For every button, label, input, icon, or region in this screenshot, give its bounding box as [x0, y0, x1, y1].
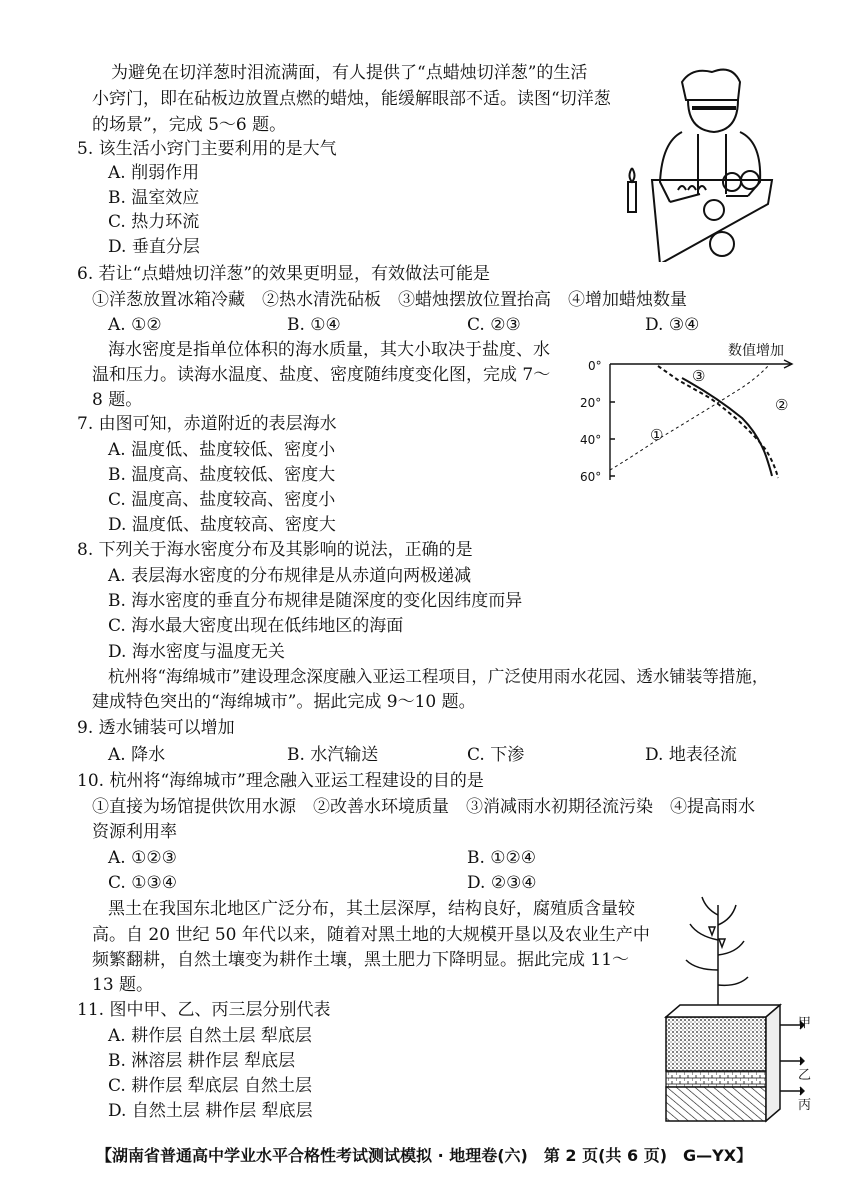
intro-9-10-line2: 建成特色突出的“海绵城市”。据此完成 9～10 题。	[92, 692, 476, 712]
chart-lines	[570, 340, 800, 490]
q8-option-b: B. 海水密度的垂直分布规律是随深度的变化因纬度而异	[108, 591, 523, 611]
intro-11-13-line3: 频繁翻耕，自然土壤变为耕作土壤，黑土肥力下降明显。据此完成 11～	[92, 950, 630, 970]
q8-option-c: C. 海水最大密度出现在低纬地区的海面	[108, 616, 404, 636]
intro-9-10-line1: 杭州将“海绵城市”建设理念深度融入亚运工程项目，广泛使用雨水花园、透水铺装等措施，	[108, 667, 769, 686]
curve-2	[682, 378, 772, 476]
q7-stem: 7. 由图可知，赤道附近的表层海水	[77, 414, 337, 434]
q9-option-d: D. 地表径流	[645, 745, 737, 765]
q8-option-d: D. 海水密度与温度无关	[108, 642, 285, 662]
layer-jia-label: 甲	[798, 1016, 812, 1031]
q5-option-a: A. 削弱作用	[108, 163, 200, 183]
q8-stem: 8. 下列关于海水密度分布及其影响的说法，正确的是	[77, 540, 473, 560]
q9-option-a: A. 降水	[108, 745, 166, 765]
q9-option-b: B. 水汽输送	[287, 745, 379, 765]
q10-option-d: D. ②③④	[467, 873, 537, 893]
chart-top-label: 数值增加	[728, 343, 784, 359]
intro-5-6-line3: 的场景”，完成 5～6 题。	[92, 115, 287, 135]
q5-stem: 5. 该生活小窍门主要利用的是大气	[77, 139, 337, 159]
onion-cutting-illustration	[622, 62, 802, 262]
q11-option-d: D. 自然土层 耕作层 犁底层	[108, 1101, 313, 1121]
intro-7-8-line1: 海水密度是指单位体积的海水质量，其大小取决于盐度、水	[108, 340, 550, 360]
q8-option-a: A. 表层海水密度的分布规律是从赤道向两极递减	[108, 566, 472, 586]
q11-option-a: A. 耕作层 自然土层 犁底层	[108, 1026, 312, 1046]
seawater-latitude-chart	[570, 340, 800, 490]
curve-1-label: ①	[650, 426, 664, 444]
intro-7-8-line2: 温和压力。读海水温度、盐度、密度随纬度变化图，完成 7～	[92, 365, 551, 385]
lat-40-label: 40°	[580, 433, 602, 447]
q6-option-a: A. ①②	[108, 315, 162, 335]
soil-profile-illustration	[652, 895, 812, 1125]
q10-option-b: B. ①②④	[467, 848, 537, 868]
q7-option-a: A. 温度低、盐度较低、密度小	[108, 440, 336, 460]
curve-2-label: ②	[775, 396, 789, 414]
curve-3-label: ③	[692, 367, 706, 385]
lat-20-label: 20°	[580, 396, 602, 410]
q7-option-b: B. 温度高、盐度较低、密度大	[108, 465, 336, 485]
q10-option-c: C. ①③④	[108, 873, 177, 893]
lat-0-label: 0°	[588, 359, 602, 373]
intro-7-8-line3: 8 题。	[92, 390, 143, 410]
q10-option-a: A. ①②③	[108, 848, 177, 868]
q10-choices-line2: 资源利用率	[92, 822, 177, 842]
q11-option-c: C. 耕作层 犁底层 自然土层	[108, 1076, 313, 1096]
q6-stem: 6. 若让“点蜡烛切洋葱”的效果更明显，有效做法可能是	[77, 264, 491, 284]
q10-stem: 10. 杭州将“海绵城市”理念融入亚运工程建设的目的是	[77, 771, 484, 791]
page-footer: 【湖南省普通高中学业水平合格性考试测试模拟 · 地理卷(六) 第 2 页(共 6 页) G—YX】	[96, 1146, 753, 1165]
q7-option-c: C. 温度高、盐度较高、密度小	[108, 490, 336, 510]
curve-3	[658, 366, 778, 478]
intro-5-6-line2: 小窍门，即在砧板边放置点燃的蜡烛，能缓解眼部不适。读图“切洋葱	[92, 89, 611, 109]
lat-60-label: 60°	[580, 470, 602, 484]
soil-drawing	[652, 895, 812, 1125]
intro-5-6-line1: 为避免在切洋葱时泪流满面，有人提供了“点蜡烛切洋葱”的生活	[111, 63, 588, 83]
layer-bing-label: 丙	[798, 1098, 812, 1113]
layer-yi-label: 乙	[798, 1068, 812, 1083]
q5-option-d: D. 垂直分层	[108, 237, 200, 257]
q9-stem: 9. 透水铺装可以增加	[77, 718, 235, 738]
intro-11-13-line2: 高。自 20 世纪 50 年代以来，随着对黑土地的大规模开垦以及农业生产中	[92, 925, 650, 945]
q10-choices-line1: ①直接为场馆提供饮用水源 ②改善水环境质量 ③消减雨水初期径流污染 ④提高雨水	[92, 797, 755, 817]
q6-option-d: D. ③④	[645, 315, 700, 335]
q9-option-c: C. 下渗	[467, 745, 525, 765]
q6-option-b: B. ①④	[287, 315, 341, 335]
q7-option-d: D. 温度低、盐度较高、密度大	[108, 515, 336, 535]
q6-option-c: C. ②③	[467, 315, 521, 335]
q5-option-c: C. 热力环流	[108, 212, 200, 232]
intro-11-13-line4: 13 题。	[92, 975, 154, 995]
q6-choices: ①洋葱放置冰箱冷藏 ②热水清洗砧板 ③蜡烛摆放位置抬高 ④增加蜡烛数量	[92, 290, 687, 310]
intro-11-13-line1: 黑土在我国东北地区广泛分布，其土层深厚，结构良好，腐殖质含量较	[108, 899, 635, 919]
chart-y-ticks	[610, 402, 615, 476]
q11-option-b: B. 淋溶层 耕作层 犁底层	[108, 1051, 296, 1071]
q11-stem: 11. 图中甲、乙、丙三层分别代表	[77, 1000, 331, 1020]
q5-option-b: B. 温室效应	[108, 188, 200, 208]
